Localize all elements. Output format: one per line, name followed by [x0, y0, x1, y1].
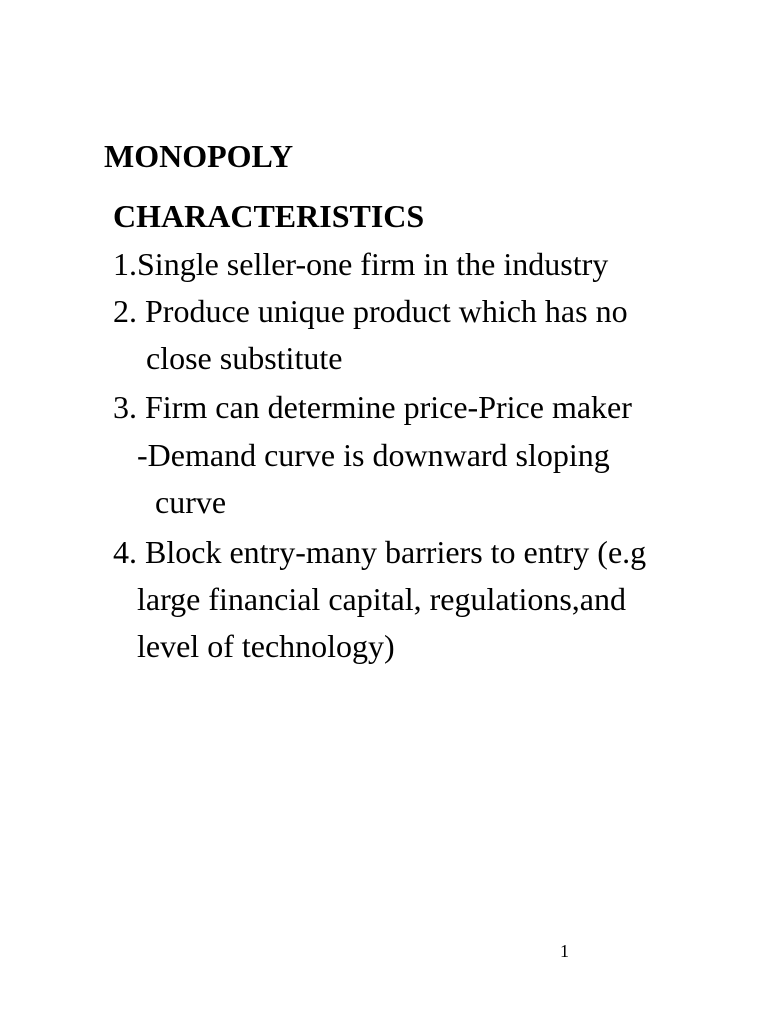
- characteristic-4: 4. Block entry-many barriers to entry (e.g: [113, 534, 647, 570]
- document-title: MONOPOLY: [104, 138, 294, 174]
- characteristic-3-sub-continuation: curve: [155, 484, 227, 520]
- characteristic-2: 2. Produce unique product which has no: [113, 293, 628, 329]
- characteristic-4-continuation-1: large financial capital, regulations,and: [137, 581, 626, 617]
- section-heading: CHARACTERISTICS: [113, 198, 425, 234]
- characteristic-2-continuation: close substitute: [146, 340, 343, 376]
- characteristic-3: 3. Firm can determine price-Price maker: [113, 389, 632, 425]
- characteristic-4-continuation-2: level of technology): [137, 628, 395, 664]
- page-number: 1: [560, 941, 569, 961]
- characteristic-3-sub: -Demand curve is downward sloping: [137, 437, 610, 473]
- characteristic-1: 1.Single seller-one firm in the industry: [113, 246, 609, 282]
